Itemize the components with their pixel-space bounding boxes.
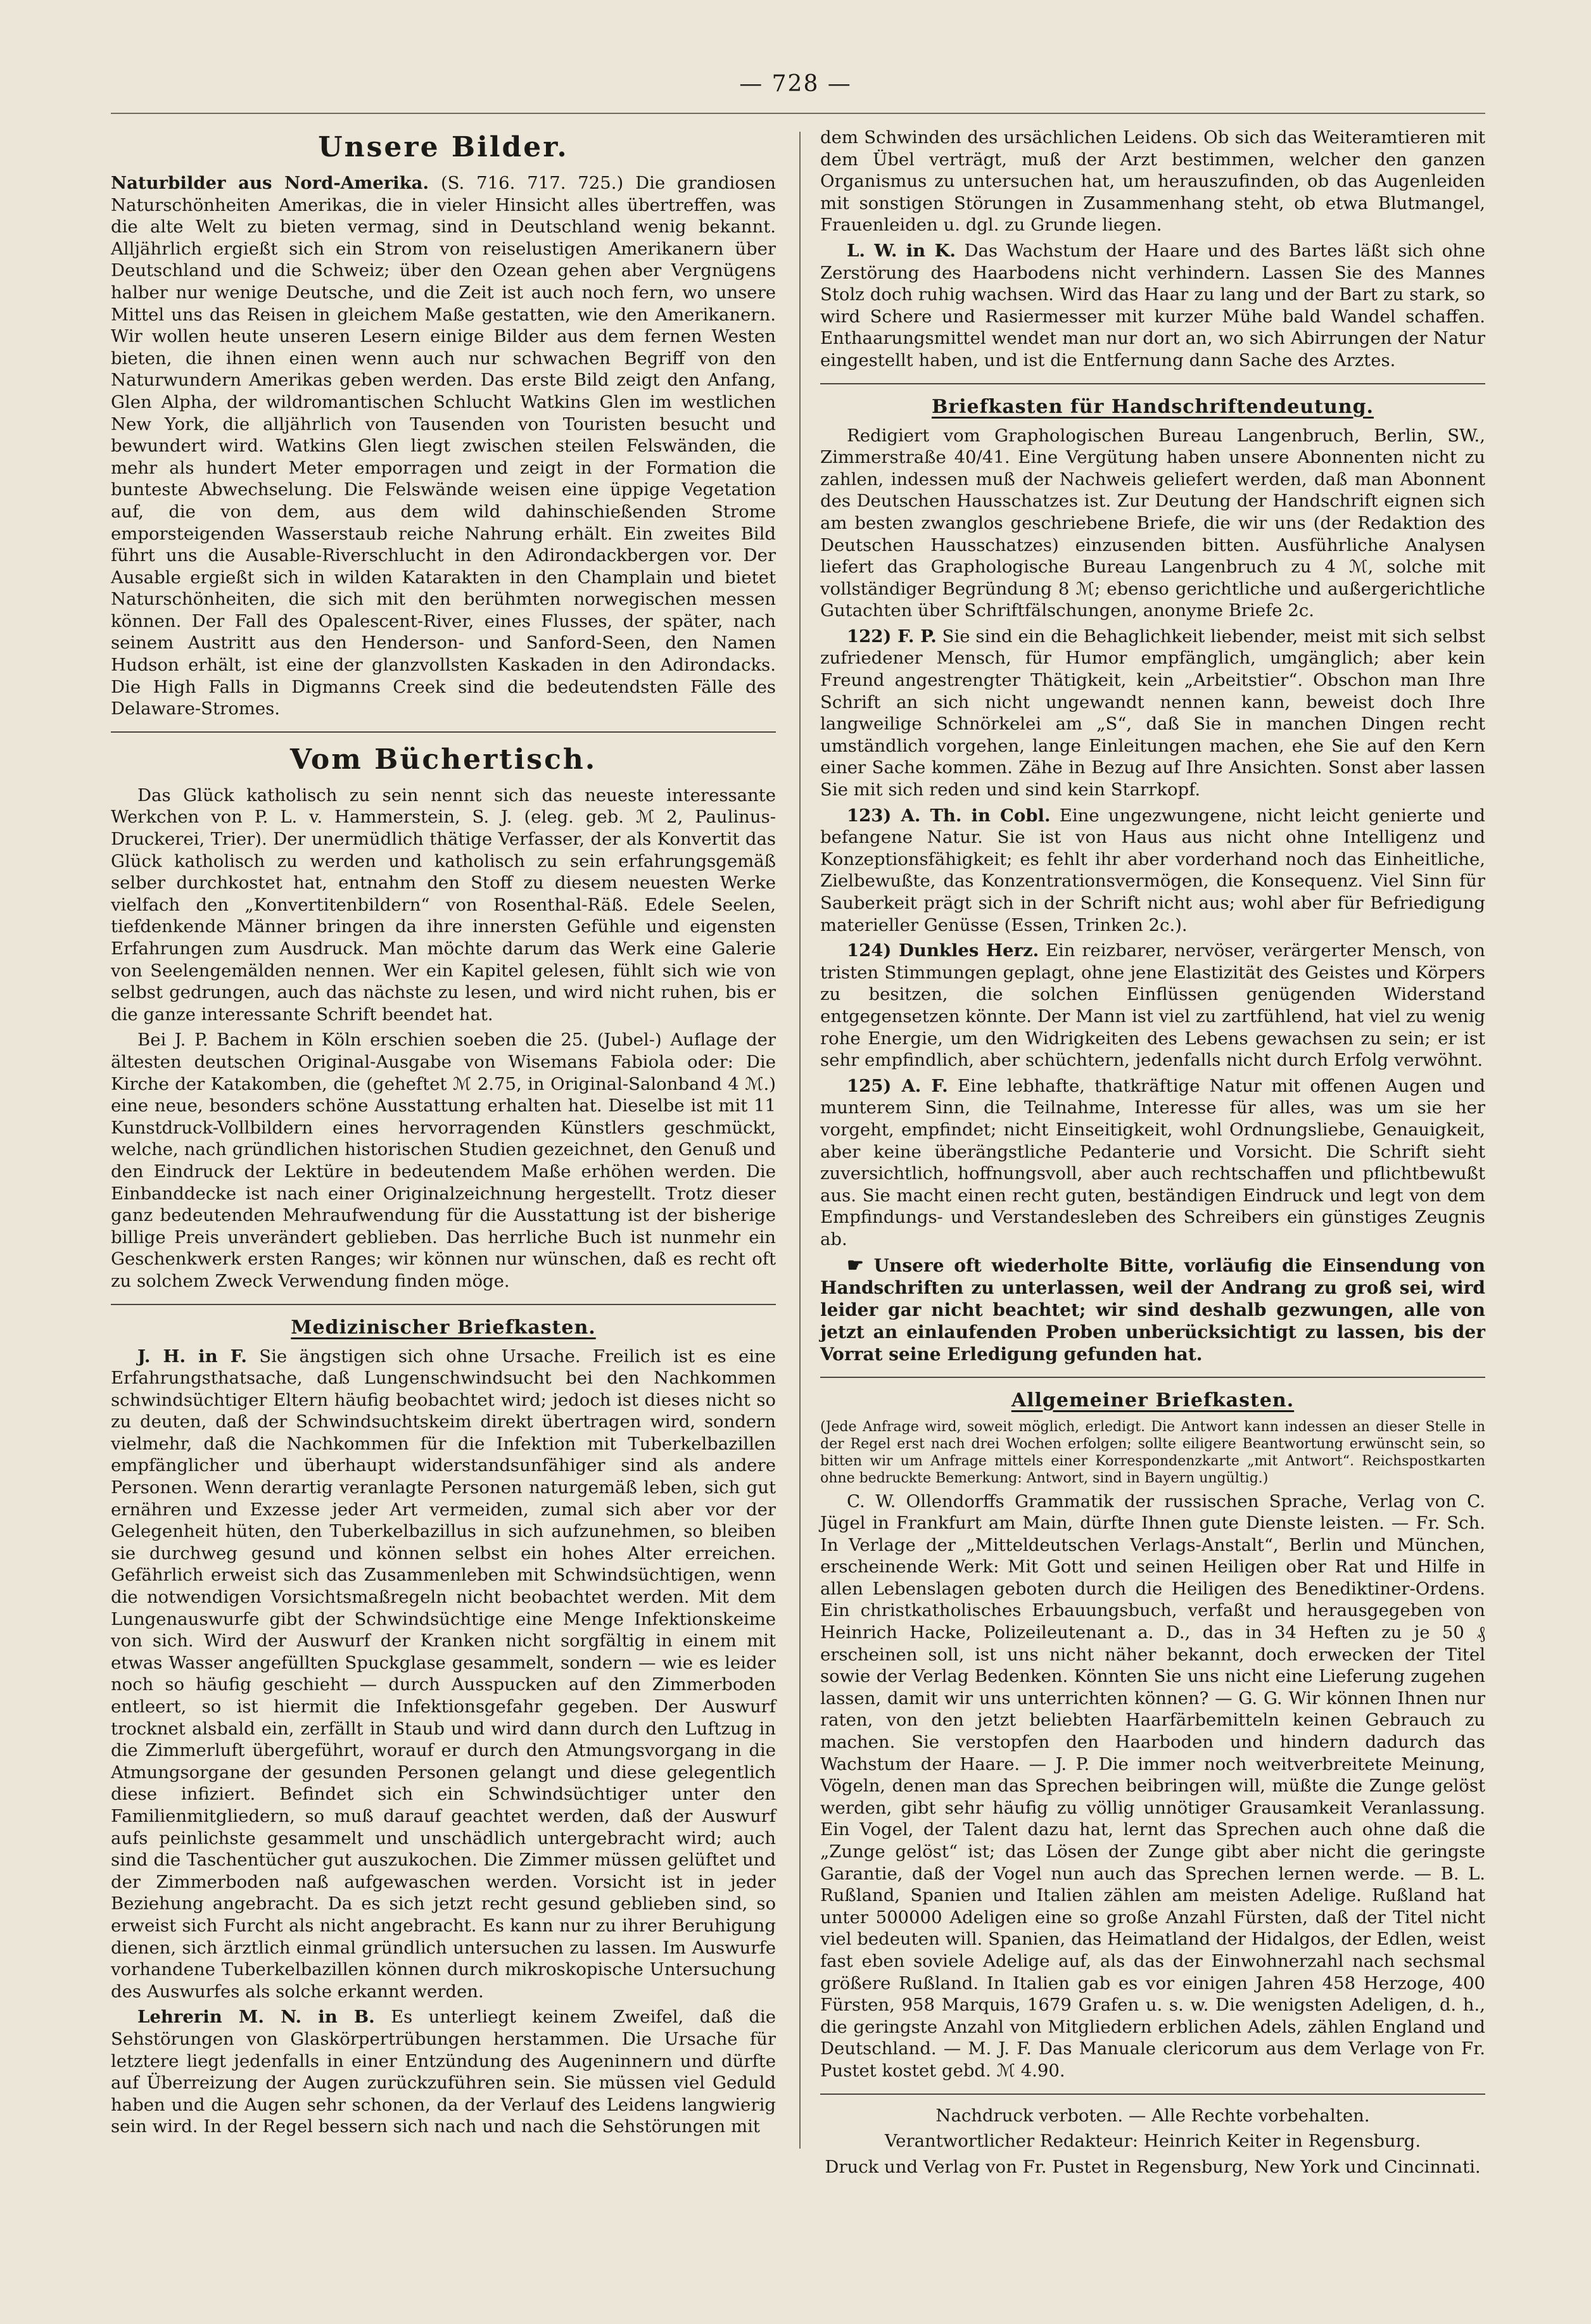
hand-entry-124 xyxy=(820,940,1485,1071)
divider xyxy=(820,383,1485,384)
med-text-2: Es unterliegt keinem Zweifel, daß die Sehstörungen von Glaskörpertrübungen herstammen. Die Ursache für letztere liegt jedenfalls in einer Entzündung des Augeninnern und dürfte auf Überreizung der Augen zurückzuführen sein. Sie müssen viel Geduld haben und die Augen sehr schonen, da der Verlauf des Leidens langwierig sein wird. In der Regel bessern sich nach und nach die Sehstörungen mit xyxy=(111,2007,776,2137)
med-lead-3: L. W. in K. xyxy=(847,240,956,261)
section-title-medizin: Medizinischer Briefkasten. xyxy=(291,1316,596,1339)
imprint-line-3: Druck und Verlag von Fr. Pustet in Regensburg, New York und Cincinnati. xyxy=(825,2156,1481,2177)
notice-text: Unsere oft wiederholte Bitte, vorläufig die Einsendung von Handschriften zu unterlassen, weil der Andrang zu groß sei, wird leider gar nicht beachtet; wir sind deshalb gezwungen, alle von jetzt an einlaufenden Proben unberücksichtigt zu lassen, bis der Vorrat seine Erledigung gefunden hat. xyxy=(820,1254,1486,1365)
right-column xyxy=(820,127,1485,2182)
med-lead-1: J. H. in F. xyxy=(137,1346,248,1367)
divider xyxy=(820,2093,1485,2095)
hand-lead-122: 122) F. P. xyxy=(847,626,937,647)
med-text-3: Das Wachstum der Haare und des Bartes läßt sich ohne Zerstörung des Haarbodens nicht verhindern. Lassen Sie des Mannes Stolz doch ruhig wachsen. Wird das Haar zu lang und der Bart zu stark, so wird Schere und Rasiermesser mit kurzer Mühe bald Wandel schaffen. Enthaarungsmittel wendet man nur dort an, wo sich Abirrungen der Natur eingestellt haben, und ist die Entfernung dann Sache des Arztes. xyxy=(820,240,1485,370)
allg-text: C. W. Ollendorffs Grammatik der russischen Sprache, Verlag von C. Jügel in Frankfurt am Main, dürfte Ihnen gute Dienste leisten. — Fr. Sch. In Verlage der „Mitteldeutschen Verlags-Anstalt“, Berlin und München, erscheinende Werk: Mit Gott und seinen Heiligen ober Rat und Hilfe in allen Lebenslagen geboten durch die Heiligen des Benediktiner-Ordens. Ein christkatholisches Erbauungsbuch, verfaßt und herausgegeben von Heinrich Hacke, Polizeileutenant a. D., das in 34 Heften zu je 50 ₰ erscheinen soll, ist uns nicht näher bekannt, doch erwecken der Titel sowie der Verlag Bedenken. Könnten Sie uns nicht eine Lieferung zugehen lassen, damit wir uns unterrichten können? — G. G. Wir können Ihnen nur raten, von den jetzt beliebten Haarfärbemitteln keinen Gebrauch zu machen. Sie verstopfen den Haarboden und hindern dadurch das Wachstum der Haare. — J. P. Die immer noch weitverbreitete Meinung, Vögeln, denen man das Sprechen beibringen will, müßte die Zunge gelöst werden, gibt sehr häufig zu völlig unnötiger Grausamkeit Veranlassung. Ein Vogel, der Talent dazu hat, lernt das Sprechen auch ohne daß die „Zunge gelöst“ ist; das Lösen der Zunge gibt aber nicht die geringste Garantie, daß der Vogel nun auch das Sprechen lernen werde. — B. L. Rußland, Spanien und Italien zählen am meisten Adelige. Rußland hat unter 500000 Adeligen eine so große Anzahl Fürsten, daß der Titel nicht viel bedeuten will. Spanien, das Heimatland der Hidalgos, der Edlen, weist fast eben soviele Adelige auf, als das der Einwohnerzahl nach sechsmal größere Rußland. In Italien gab es vor einigen Jahren 458 Herzoge, 400 Fürsten, 958 Marquis, 1679 Grafen u. s. w. Die wenigsten Adeligen, d. h., die geringste Anzahl von Mitgliedern erblichen Adels, zählen England und Deutschland. — M. J. F. Das Manuale clericorum aus dem Verlage von Fr. Pustet kostet gebd. ℳ 4.90. xyxy=(820,1491,1485,2081)
med-text-1: Sie ängstigen sich ohne Ursache. Freilich ist es eine Erfahrungsthatsache, daß Lungenschwindsucht bei den Nachkommen schwindsüchtiger Eltern häufig beobachtet wird; jedoch ist dieses nicht so zu deuten, daß der Schwindsuchtskeim direkt übertragen wird, sondern vielmehr, daß die Nachkommen für die Infektion mit Tuberkelbazillen empfänglicher und überhaupt widerstandsunfähiger sind als andere Personen. Wenn derartig veranlagte Personen naturgemäß leben, sich gut ernähren und Exzesse jeder Art vermeiden, zumal sich aber vor der Gelegenheit hüten, den Tuberkelbazillus in sich aufzunehmen, so bleiben sie durchweg gesund und können selbst ein hohes Alter erreichen. Gefährlich erweist sich das Zusammenleben mit Schwindsüchtigen, wenn die notwendigen Vorsichtsmaßregeln nicht beobachtet werden. Mit dem Lungenauswurfe gibt der Schwindsüchtige eine Menge Infektionskeime von sich. Wird der Auswurf der Kranken nicht sorgfältig in einem mit etwas Wasser angefüllten Spuckglase gesammelt, sondern — wie es leider noch so häufig geschieht — durch Ausspucken auf den Zimmerboden entleert, so ist hiermit die Infektionsgefahr gegeben. Der Auswurf trocknet alsbald ein, zerfällt in Staub und wird dann durch den Luftzug in die Zimmerluft übergeführt, worauf er durch den Atmungsvorgang in die Atmungsorgane der gesunden Personen gelangt und diese gelegentlich diese infiziert. Befindet sich ein Schwindsüchtiger unter den Familienmitgliedern, so muß darauf geachtet werden, daß der Auswurf aufs peinlichste gesammelt und unschädlich untergebracht wird; auch sind die Taschentücher gut auszukochen. Die Zimmer müssen gelüftet und der Zimmerboden naß aufgewaschen werden. Vorsicht ist in jeder Beziehung angebracht. Da es sich jetzt recht gesund geblieben sind, so erweist sich Furcht als nicht angebracht. Es kann nur zu ihrer Beruhigung dienen, sich ärztlich einmal gründlich untersuchen zu lassen. Im Auswurfe vorhandene Tuberkelbazillen können durch mikroskopische Untersuchung des Auswurfes als solche erkannt werden. xyxy=(111,1346,776,2002)
top-rule xyxy=(111,113,1485,114)
med-continuation: dem Schwinden des ursächlichen Leidens. Ob sich das Weiteramtieren mit dem Übel verträgt, muß der Arzt bestimmen, welcher den ganzen Organismus zu untersuchen hat, um herauszufinden, ob das Augenleiden mit sonstigen Störungen in Zusammenhang steht, ob etwa Blutmangel, Frauenleiden u. dgl. zu Grunde liegen. xyxy=(820,127,1485,236)
med-paragraph-2 xyxy=(111,2006,776,2138)
divider xyxy=(111,1304,776,1305)
hand-entry-123 xyxy=(820,805,1485,937)
hand-lead-123: 123) A. Th. in Cobl. xyxy=(847,805,1051,826)
imprint-line-1: Nachdruck verboten. — Alle Rechte vorbehalten. xyxy=(935,2105,1370,2126)
hand-intro: Redigiert vom Graphologischen Bureau Langenbruch, Berlin, SW., Zimmerstraße 40/41. Eine Vergütung haben unsere Abonnenten nicht zu zahlen, indessen muß der Nachweis geliefert werden, daß man Abonnent des Deutschen Hausschatzes ist. Zur Deutung der Handschrift eignen sich am besten zwanglos geschriebene Briefe, die wir uns (der Redaktion des Deutschen Hausschatzes) einzusenden bitten. Ausführliche Analysen liefert das Graphologische Bureau Langenbruch zu 4 ℳ, solche mit vollständiger Begründung 8 ℳ; ebenso gerichtliche und außergerichtliche Gutachten über Schriftfälschungen, anonyme Briefe 2c. xyxy=(820,425,1485,621)
med-paragraph-3 xyxy=(820,240,1485,372)
bilder-lead: Naturbilder aus Nord-Amerika. xyxy=(111,173,429,193)
section-title-handschrift: Briefkasten für Handschriftendeutung. xyxy=(931,395,1374,418)
buecher-paragraph-1: Das Glück katholisch zu sein nennt sich das neueste interessante Werkchen von P. L. v. Hammerstein, S. J. (eleg. geb. ℳ 2, Paulinus-Druckerei, Trier). Der unermüdlich thätige Verfasser, der als Konvertit das Glück katholisch zu werden und katholisch zu sein erfahrungsgemäß selber durchkostet hat, entnahm den Stoff zu diesem neuesten Werke vielfach den „Konvertitenbildern“ von Rosenthal-Räß. Edele Seelen, tiefdenkende Männer bringen da ihre innersten Gefühle und eigensten Erfahrungen zum Ausdruck. Man möchte darum das Werk eine Galerie von Seelengemälden nennen. Wer ein Kapitel gelesen, fühlt sich wie von selbst gedrungen, auch das nächste zu lesen, und wird nicht ruhen, bis er die ganze interessante Schrift beendet hat. xyxy=(111,785,776,1025)
notice-paragraph xyxy=(820,1254,1485,1365)
allg-note: (Jede Anfrage wird, soweit möglich, erledigt. Die Antwort kann indessen an dieser Stelle in der Regel erst nach drei Wochen erfolgen; sollte eiligere Beantwortung erwünscht sein, so bitten wir um Anfrage mittels einer Korrespondenzkarte „mit Antwort“. Reichspostkarten ohne bedruckte Bemerkung: Antwort, sind in Bayern ungültig.) xyxy=(820,1418,1485,1486)
med-lead-2: Lehrerin M. N. in B. xyxy=(137,2007,375,2028)
page-number: — 728 — xyxy=(739,71,852,97)
hand-text-123: Eine ungezwungene, nicht leicht genierte und befangene Natur. Sie ist von Haus aus nicht ohne Intelligenz und Konzeptionsfähigkeit; es fehlt ihr aber vorderhand noch das Einheitliche, Zielbewußte, das Konzentrationsvermögen, die Konsequenz. Viel Sinn für Sauberkeit prägt sich in der Schrift nicht aus; wohl aber für Befriedigung materieller Genüsse (Essen, Trinken 2c.). xyxy=(820,805,1485,935)
divider xyxy=(111,731,776,733)
med-paragraph-1 xyxy=(111,1346,776,2003)
buecher-paragraph-2: Bei J. P. Bachem in Köln erschien soeben die 25. (Jubel-) Auflage der ältesten deutschen Original-Ausgabe von Wisemans Fabiola oder: Die Kirche der Katakomben, die (geheftet ℳ 2.75, in Original-Salonband 4 ℳ.) eine neue, besonders schöne Ausstattung erhalten hat. Dieselbe ist mit 11 Kunstdruck-Vollbildern eines hervorragenden Künstlers geschmückt, welche, nach gründlichen historischen Studien gezeichnet, den Genuß und den Eindruck der Lektüre in bedeutendem Maße erhöhen werden. Die Einbanddecke ist nach einer Originalzeichnung hergestellt. Trotz dieser ganz bedeutenden Mehraufwendung für die Ausstattung ist der bisherige billige Preis unverändert geblieben. Das herrliche Buch ist nunmehr ein Geschenkwerk ersten Ranges; wir können nur wünschen, daß es recht oft zu solchem Zweck Verwendung finden möge. xyxy=(111,1030,776,1291)
bilder-text: (S. 716. 717. 725.) Die grandiosen Naturschönheiten Amerikas, die in vieler Hinsicht alles übertreffen, was die alte Welt zu bieten vermag, sind in Deutschland wenig bekannt. Alljährlich ergießt sich ein Strom von reiselustigen Amerikanern über Deutschland und die Schweiz; über den Ozean gehen aber Vergnügens halber nur wenige Deutsche, und die Zeit ist auch noch fern, wo unsere Mittel uns das Reisen in gleichem Maße gestatten, wie den Amerikanern. Wir wollen heute unseren Lesern einige Bilder aus dem fernen Westen bieten, die ihnen einen wenn auch nur schwachen Begriff von den Naturwundern Amerikas geben werden. Das erste Bild zeigt den Anfang, Glen Alpha, der wildromantischen Schlucht Watkins Glen im westlichen New York, die alljährlich von Tausenden von Touristen besucht und bewundert wird. Watkins Glen liegt zwischen steilen Felswänden, die mehr als hundert Meter emporragen und zeigt in der Formation die bunteste Abwechselung. Die Felswände weisen eine üppige Vegetation auf, die von dem, aus dem wild dahinschießenden Strome emporsteigenden Wasserstaub reiche Nahrung erhält. Ein zweites Bild führt uns die Ausable-Riverschlucht in den Adirondackbergen vor. Der Ausable ergießt sich in wilden Katarakten in den Champlain und bietet Naturschönheiten, die sich mit den berühmten norwegischen messen können. Der Fall des Opalescent-River, eines Flusses, der später, nach seinem Austritt aus den Henderson- und Sanford-Seen, den Namen Hudson erhält, ist eine der glanzvollsten Kaskaden in den Adirondacks. Die High Falls in Digmanns Creek sind die bedeutendsten Fälle des Delaware-Stromes. xyxy=(111,173,776,719)
hand-text-125: Eine lebhafte, thatkräftige Natur mit offenen Augen und munterem Sinn, die Teilnahme, Interesse für alles, was um sie her vorgeht, empfindet; nicht Einseitigkeit, wohl Ordnungsliebe, Genauigkeit, aber keine überängstliche Pedanterie und Vorsicht. Die Schrift sieht zuversichtlich, hoffnungsvoll, aber auch rechtschaffen und pflichtbewußt aus. Sie macht einen recht guten, beständigen Eindruck und legt von dem Empfindungs- und Verstandesleben des Schreibers ein günstiges Zeugnis ab. xyxy=(820,1075,1485,1249)
pointing-hand-icon: ☛ xyxy=(847,1254,864,1277)
bilder-paragraph xyxy=(111,172,776,720)
left-column xyxy=(111,127,776,2142)
hand-lead-125: 125) A. F. xyxy=(847,1075,948,1096)
column-rule xyxy=(799,132,801,2149)
divider xyxy=(820,1377,1485,1378)
section-title-buecher: Vom Büchertisch. xyxy=(289,743,597,776)
hand-text-122: Sie sind ein die Behaglichkeit liebender, meist mit sich selbst zufriedener Mensch, für Humor empfänglich, umgänglich; aber kein Freund angestrengter Thätigkeit, kein „Arbeitstier“. Obschon man Ihre Schrift an sich nicht ungewandt nennen kann, beweist doch Ihre langweilige Schnörkelei am „S“, daß Sie in manchen Dingen recht umständlich vorgehen, lange Einleitungen machen, ehe Sie auf den Kern einer Sache kommen. Zähe in Bezug auf Ihre Ansichten. Sonst aber lassen Sie mit sich reden und sind kein Starrkopf. xyxy=(820,626,1485,800)
section-title-bilder: Unsere Bilder. xyxy=(318,131,569,163)
hand-text-124: Ein reizbarer, nervöser, verärgerter Mensch, von tristen Stimmungen geplagt, ohne jene Elastizität des Geistes und Körpers zu besitzen, die solchen Einflüssen genügenden Widerstand entgegensetzen könnte. Der Mann ist viel zu zartfühlend, hat viel zu wenig rohe Energie, um den Widrigkeiten des Lebens gewachsen zu sein; er ist sehr empfindlich, aber schüchtern, jedenfalls nicht durch Erfolg verwöhnt. xyxy=(820,940,1485,1071)
imprint xyxy=(820,2105,1485,2178)
section-title-allgemein: Allgemeiner Briefkasten. xyxy=(1011,1389,1295,1411)
hand-lead-124: 124) Dunkles Herz. xyxy=(847,940,1039,961)
hand-entry-122 xyxy=(820,626,1485,801)
hand-entry-125 xyxy=(820,1075,1485,1251)
imprint-line-2: Verantwortlicher Redakteur: Heinrich Keiter in Regensburg. xyxy=(884,2131,1421,2152)
